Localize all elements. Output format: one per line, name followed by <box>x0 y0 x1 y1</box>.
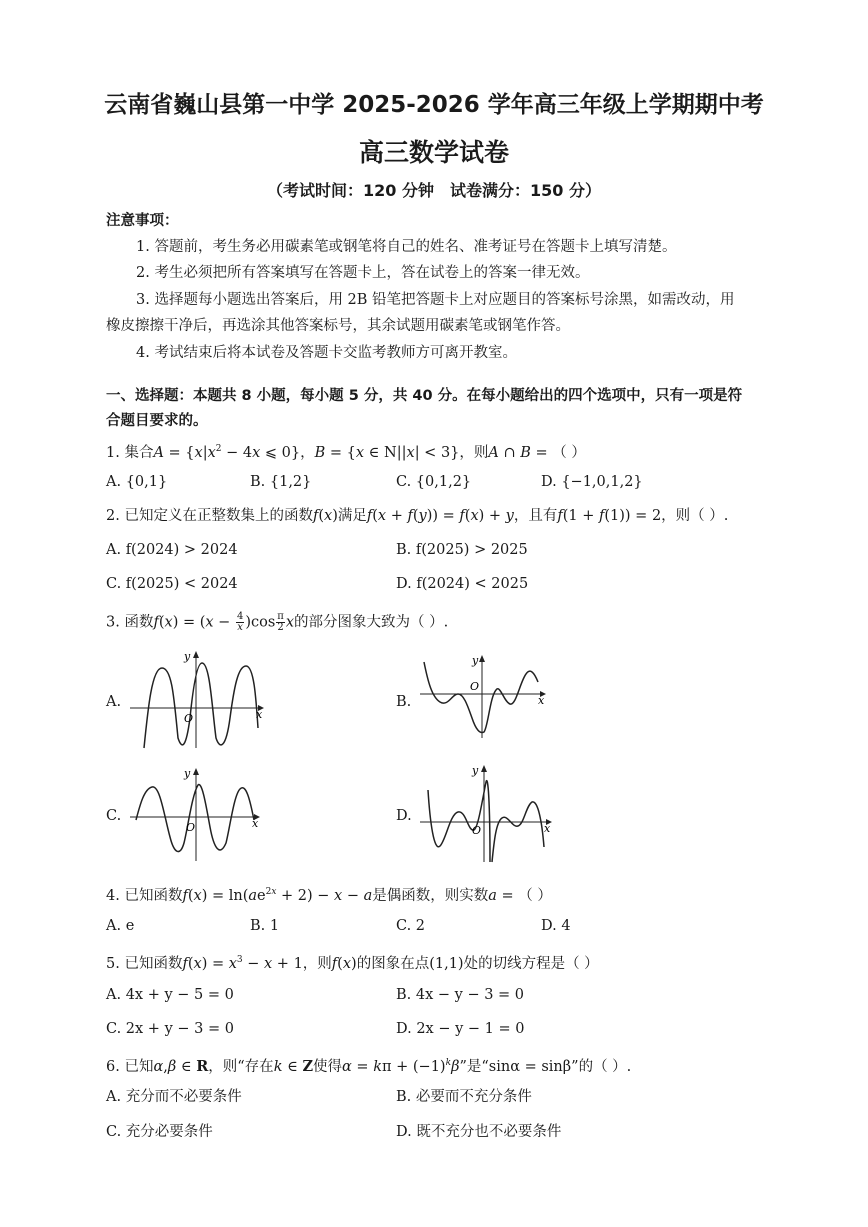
origin-label: O <box>472 824 482 837</box>
q3-graph-b <box>420 652 560 742</box>
q6-option-c: C. 充分必要条件 <box>106 1124 213 1140</box>
q1-prefix: 1. 集合 <box>106 444 154 461</box>
q5-option-c: C. 2x + y − 3 = 0 <box>106 1021 234 1037</box>
x-label: x <box>538 694 545 707</box>
question-3: 3. 函数f(x) = (x − $\frac{4}{x}$ )cos $\frac{\pi}{2}$ x的部分图象大致为（ ）. <box>106 611 449 633</box>
q3-label-b: B. <box>396 694 412 710</box>
curve-left <box>428 781 490 862</box>
question-4: 4. 已知函数$f(x) = \ln(ae^{2x} + 2) - x - a$是偶函数，则实数a = （ ） <box>106 887 552 904</box>
y-axis-arrow <box>193 651 199 658</box>
y-axis-arrow <box>479 655 485 662</box>
exam-title: 云南省巍山县第一中学 2025-2026 学年高三年级上学期期中考 <box>104 92 764 118</box>
question-5: 5. 已知函数$f(x) = x^3 - x + 1$，则f(x)的图象在点(1,1)处的切线方程是（ ） <box>106 955 599 972</box>
notice-item-4: 4. 考试结束后将本试卷及答题卡交监考教师方可离开教室。 <box>136 345 517 361</box>
q5-option-b: B. 4x − y − 3 = 0 <box>396 987 525 1003</box>
curve <box>136 785 254 852</box>
q4-option-a: A. e <box>106 918 135 934</box>
exam-info: （考试时间：120 分钟 试卷满分：150 分） <box>267 181 601 200</box>
curve <box>144 663 258 748</box>
y-label: y <box>184 650 191 663</box>
origin-label: O <box>184 712 194 725</box>
q3-graph-a <box>130 648 270 753</box>
notice-item-3: 3. 选择题每小题选出答案后，用 2B 铅笔把答题卡上对应题目的答案标号涂黑，如需改动，用 <box>136 292 735 308</box>
y-axis-arrow <box>481 765 487 772</box>
x-label: x <box>544 822 551 835</box>
section-heading-cont: 合题目要求的。 <box>106 413 208 429</box>
y-label: y <box>184 767 191 780</box>
q3-label-a: A. <box>106 694 122 710</box>
notice-item-2: 2. 考生必须把所有答案填写在答题卡上，答在试卷上的答案一律无效。 <box>136 265 590 281</box>
origin-label: O <box>186 821 196 834</box>
q1-option-b: B. {1,2} <box>250 474 312 490</box>
notice-item-3-cont: 橡皮擦擦干净后，再选涂其他答案标号，其余试题用碳素笔或钢笔作答。 <box>106 318 570 334</box>
origin-label: O <box>470 680 480 693</box>
q5-option-a: A. 4x + y − 5 = 0 <box>106 987 234 1003</box>
q6-option-d: D. 既不充分也不必要条件 <box>396 1124 562 1140</box>
q4-option-b: B. 1 <box>250 918 280 934</box>
question-1: 1. 集合$A = \{x|x^2 - 4x$ ⩽ 0}，B = {x ∈ N||x| < 3}，则A ∩ B = （ ） <box>106 444 586 461</box>
exam-subtitle: 高三数学试卷 <box>358 138 509 167</box>
q2-option-a: A. f(2024) > 2024 <box>106 542 238 558</box>
curve <box>424 662 538 732</box>
q3-graph-c <box>130 765 270 865</box>
q6-option-a: A. 充分而不必要条件 <box>106 1089 242 1105</box>
x-label: x <box>252 817 259 830</box>
notice-item-1: 1. 答题前，考生务必用碳素笔或钢笔将自己的姓名、准考证号在答题卡上填写清楚。 <box>136 239 677 255</box>
x-label: x <box>256 708 263 721</box>
q2-option-d: D. f(2024) < 2025 <box>396 576 529 592</box>
q3-label-d: D. <box>396 808 412 824</box>
y-label: y <box>472 654 479 667</box>
q1-option-a: A. {0,1} <box>106 474 168 490</box>
q4-option-c: C. 2 <box>396 918 426 934</box>
y-label: y <box>472 764 479 777</box>
q3-label-c: C. <box>106 808 122 824</box>
q4-option-d: D. 4 <box>541 918 571 934</box>
notice-heading: 注意事项： <box>106 213 179 229</box>
q1-option-d: D. {−1,0,1,2} <box>541 474 643 490</box>
section-heading: 一、选择题：本题共 8 小题，每小题 5 分，共 40 分。在每小题给出的四个选项中，只有一项是符 <box>106 388 743 404</box>
q5-option-d: D. 2x − y − 1 = 0 <box>396 1021 525 1037</box>
q2-option-b: B. f(2025) > 2025 <box>396 542 528 558</box>
question-6: 6. 已知α,β ∈ R，则“存在k ∈ Z使得$\alpha = k\pi + (-1)^k\beta$”是“sinα = sinβ”的（ ）. <box>106 1057 632 1075</box>
q2-option-c: C. f(2025) < 2024 <box>106 576 238 592</box>
curve-right <box>492 802 544 862</box>
question-2: 2. 已知定义在正整数集上的函数f(x)满足f(x + f(y)) = f(x) + y，且有f(1 + f(1)) = 2，则（ ）. <box>106 508 729 524</box>
q1-option-c: C. {0,1,2} <box>396 474 472 490</box>
q3-graph-d <box>420 762 560 867</box>
y-axis-arrow <box>193 768 199 775</box>
q6-option-b: B. 必要而不充分条件 <box>396 1089 532 1105</box>
